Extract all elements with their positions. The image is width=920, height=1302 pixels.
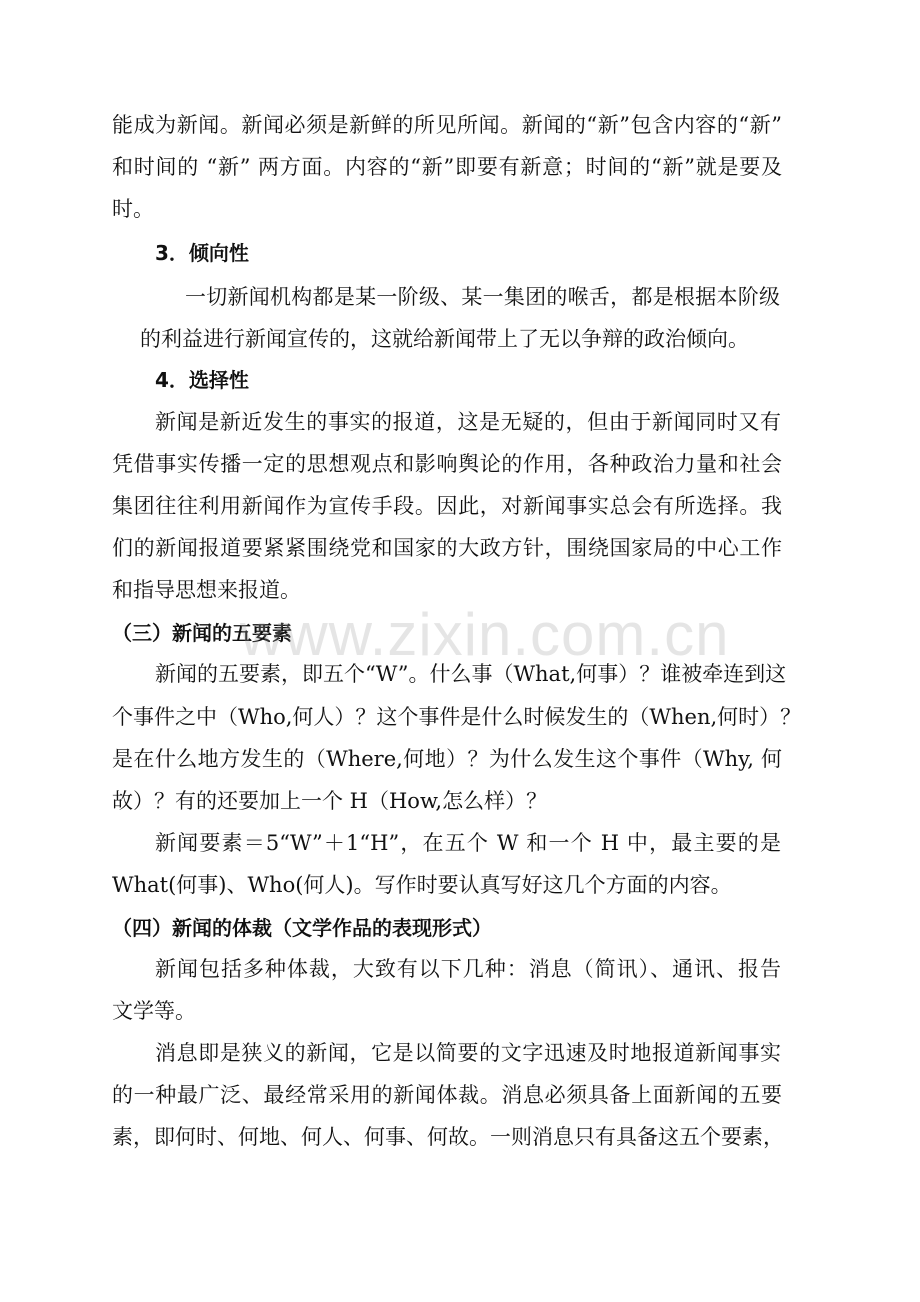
paragraph-line: 新闻的五要素，即五个“W”。什么事（What,何事）？谁被牵连到这 [155,662,787,686]
paragraph-line: 时。 [112,197,154,221]
paragraph-line: 的利益进行新闻宣传的，这就给新闻带上了无以争辩的政治倾向。 [140,327,749,351]
paragraph-line: 们的新闻报道要紧紧围绕党和国家的大政方针，围绕国家局的中心工作 [112,536,782,560]
paragraph-line: 故）？有的还要加上一个 H（How,怎么样）？ [112,789,548,813]
subsection-heading-genres: （四）新闻的体裁（文学作品的表现形式） [112,916,492,940]
subsection-heading-five-elements: （三）新闻的五要素 [112,621,292,645]
paragraph-line: 文学等。 [112,999,196,1023]
paragraph-line: 集团往往利用新闻作为宣传手段。因此，对新闻事实总会有所选择。我 [112,494,782,518]
section-heading-selectivity: 4．选择性 [155,368,249,392]
paragraph-line: 和时间的 “新” 两方面。内容的“新”即要有新意；时间的“新”就是要及 [112,155,782,179]
paragraph-line: 一切新闻机构都是某一阶级、某一集团的喉舌，都是根据本阶级 [185,285,780,309]
paragraph-line: 个事件之中（Who,何人）？这个事件是什么时候发生的（When,何时）？ [112,705,802,729]
paragraph-line: 凭借事实传播一定的思想观点和影响舆论的作用，各种政治力量和社会 [112,452,782,476]
paragraph-line: 和指导思想来报道。 [112,578,301,602]
paragraph-line: What(何事)、Who(何人)。写作时要认真写好这几个方面的内容。 [112,873,732,897]
paragraph-line: 新闻是新近发生的事实的报道，这是无疑的，但由于新闻同时又有 [155,410,781,434]
paragraph-line: 消息即是狭义的新闻，它是以简要的文字迅速及时地报道新闻事实 [155,1041,781,1065]
paragraph-line: 新闻包括多种体裁，大致有以下几种：消息（简讯）、通讯、报告 [155,957,781,981]
paragraph-line: 新闻要素＝5“W”＋1“H”，在五个 W 和一个 H 中，最主要的是 [155,831,781,855]
watermark-text: www.zixin.com.cn [240,601,730,668]
paragraph-line: 素，即何时、何地、何人、何事、何故。一则消息只有具备这五个要素， [112,1125,784,1149]
paragraph-line: 是在什么地方发生的（Where,何地）？为什么发生这个事件（Why, 何 [112,747,782,771]
section-heading-tendency: 3．倾向性 [155,241,249,265]
paragraph-line: 的一种最广泛、最经常采用的新闻体裁。消息必须具备上面新闻的五要 [112,1083,782,1107]
paragraph-line: 能成为新闻。新闻必须是新鲜的所见所闻。新闻的“新”包含内容的“新” [112,113,782,137]
